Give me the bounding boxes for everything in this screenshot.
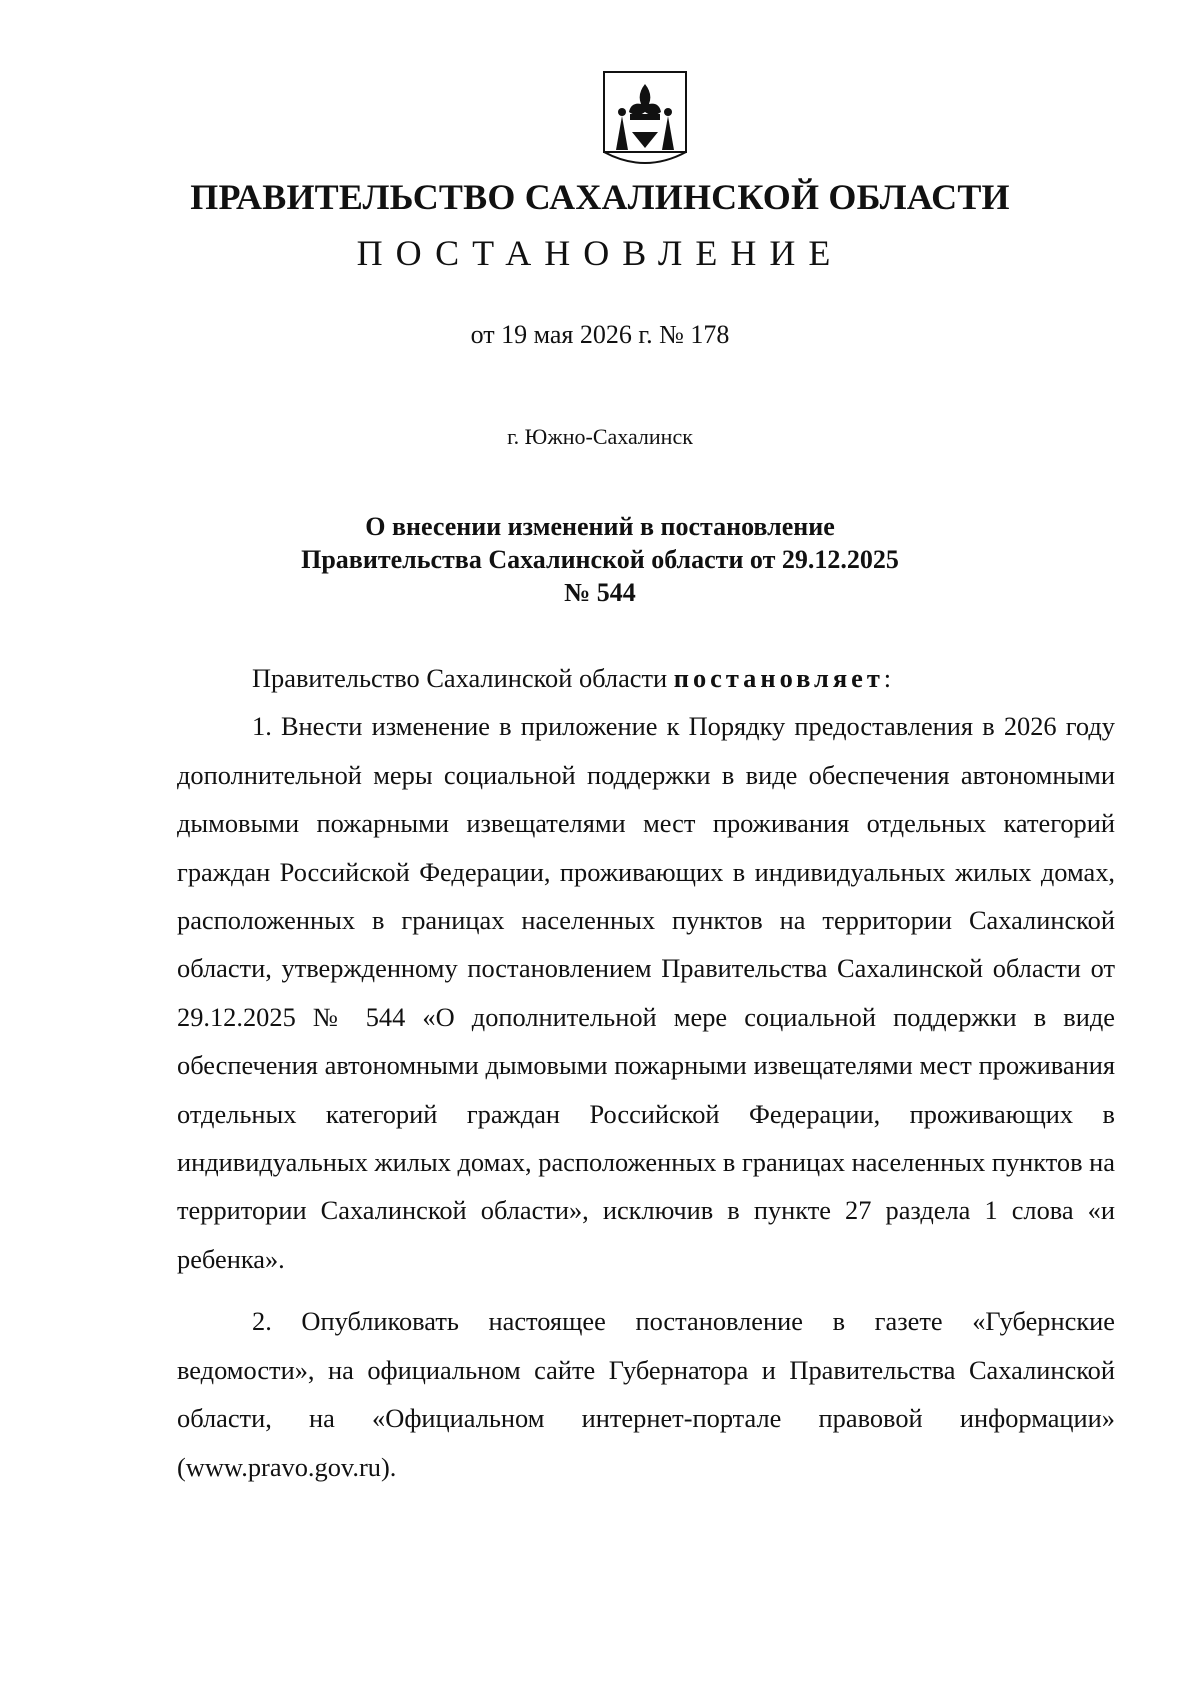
intro-prefix: Правительство Сахалинской области <box>252 663 674 693</box>
subject-line: О внесении изменений в постановление <box>365 512 835 541</box>
intro-paragraph <box>177 654 1115 702</box>
document-body <box>177 654 1115 1491</box>
intro-suffix: : <box>883 663 892 693</box>
document-city: г. Южно-Сахалинск <box>507 424 693 449</box>
paragraph-item-2: 2. Опубликовать настоящее постановление в газете «Губернские ведомости», на официальном сайте Губернатора и Правительства Сахалинской области, на «Официальном интернет-портале правовой информации» (www.pravo.gov.ru). <box>177 1306 1115 1482</box>
subject-line: № 544 <box>564 578 636 607</box>
subject-line: Правительства Сахалинской области от 29.12.2025 <box>301 545 899 574</box>
intro-verb: постановляет <box>673 663 884 693</box>
government-title: ПРАВИТЕЛЬСТВО САХАЛИНСКОЙ ОБЛАСТИ <box>190 177 1010 217</box>
paragraph-item-1: 1. Внести изменение в приложение к Порядку предоставления в 2026 году дополнительной меры социальной поддержки в виде обеспечения автономными дымовыми пожарными извещателями мест проживания отдельных категорий граждан Российской Федерации, проживающих в индивидуальных жилых домах, расположенных в границах населенных пунктов на территории Сахалинской области, утвержденному постановлением Правительства Сахалинской области от 29.12.2025 № 544 «О дополнительной мере социальной поддержки в виде обеспечения автономными дымовыми пожарными извещателями мест проживания отдельных категорий граждан Российской Федерации, проживающих в индивидуальных жилых домах, расположенных в границах населенных пунктов на территории Сахалинской области», исключив в пункте 27 раздела 1 слова «и ребенка». <box>177 711 1116 1274</box>
document-date-number: от 19 мая 2026 г. № 178 <box>470 320 730 349</box>
document-subject <box>0 510 1200 609</box>
document-type: ПОСТАНОВЛЕНИЕ <box>356 233 844 273</box>
coat-of-arms-icon <box>602 70 688 170</box>
